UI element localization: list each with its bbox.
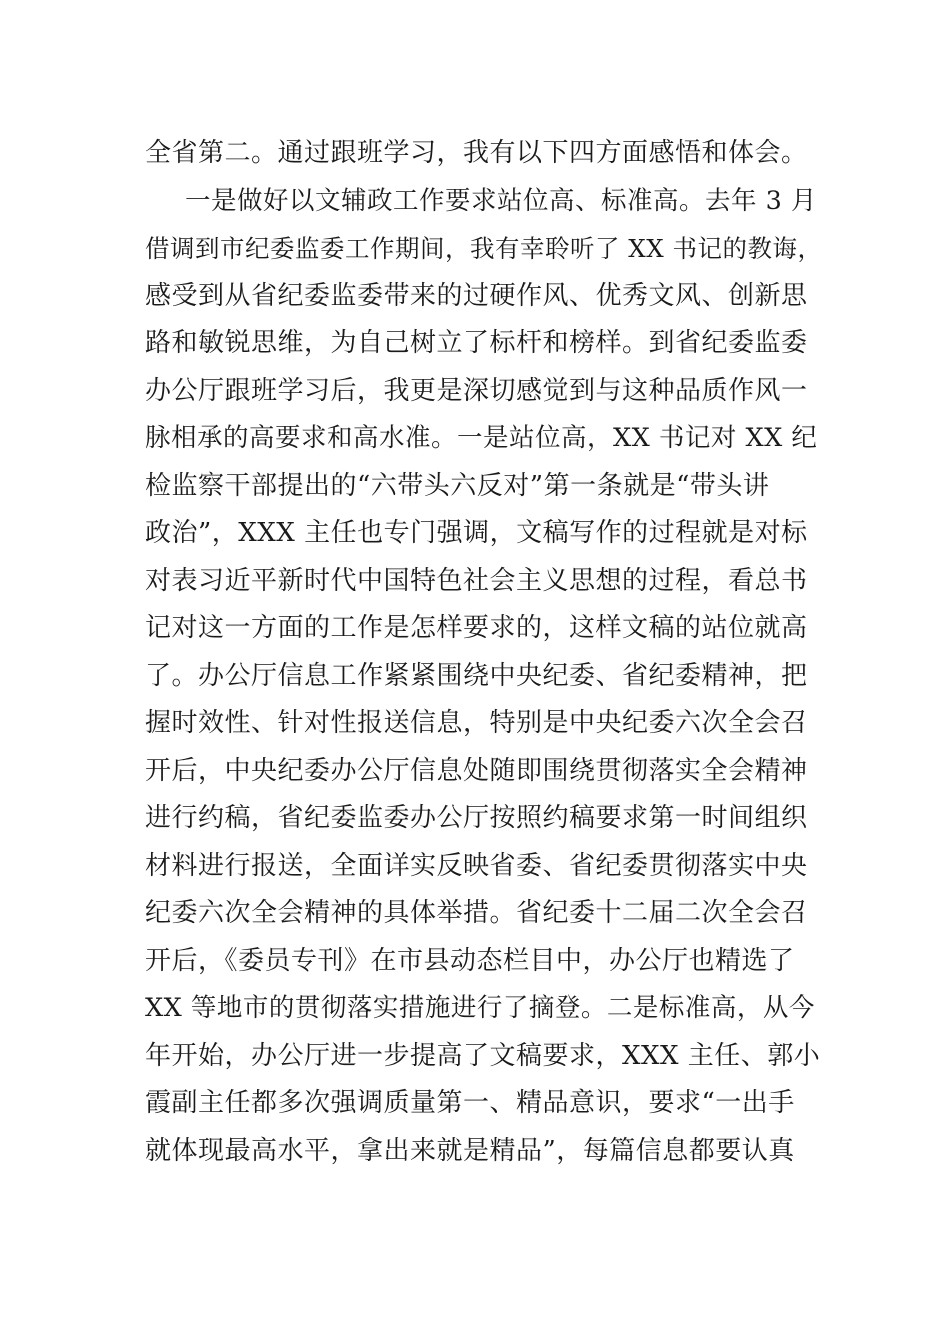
- text-line: 就体现最高水平，拿出来就是精品”，每篇信息都要认真: [145, 1135, 795, 1166]
- text-line: 全省第二。通过跟班学习，我有以下四方面感悟和体会。: [145, 138, 808, 168]
- text-line: 纪委六次全会精神的具体举措。省纪委十二届二次全会召: [145, 898, 808, 928]
- text-line: 对表习近平新时代中国特色社会主义思想的过程，看总书: [145, 565, 808, 596]
- text-line: 霞副主任都多次强调质量第一、精品意识，要求“一出手: [145, 1088, 795, 1118]
- text-line: 记对这一方面的工作是怎样要求的，这样文稿的站位就高: [145, 613, 808, 643]
- text-line: XX 等地市的贯彻落实措施进行了摘登。二是标准高，从今: [145, 993, 815, 1023]
- text-line: 开后，《委员专刊》在市县动态栏目中，办公厅也精选了: [145, 945, 795, 976]
- text-line: 办公厅跟班学习后，我更是深切感觉到与这种品质作风一: [145, 375, 808, 406]
- text-line: 年开始，办公厅进一步提高了文稿要求，XXX 主任、郭小: [145, 1040, 821, 1071]
- text-line: 材料进行报送，全面详实反映省委、省纪委贯彻落实中央: [145, 850, 808, 881]
- text-line: 政治”，XXX 主任也专门强调，文稿写作的过程就是对标: [145, 518, 808, 548]
- text-line: 握时效性、针对性报送信息，特别是中央纪委六次全会召: [145, 708, 808, 738]
- body-text: [145, 130, 825, 1175]
- text-line: 开后，中央纪委办公厅信息处随即围绕贯彻落实全会精神: [145, 755, 808, 786]
- text-line: 一是做好以文辅政工作要求站位高、标准高。去年 3 月: [185, 185, 817, 216]
- text-line: 了。办公厅信息工作紧紧围绕中央纪委、省纪委精神，把: [145, 660, 808, 691]
- text-line: 检监察干部提出的“六带头六反对”第一条就是“带头讲: [145, 470, 770, 501]
- text-line: 路和敏锐思维，为自己树立了标杆和榜样。到省纪委监委: [145, 328, 808, 358]
- text-line: 借调到市纪委监委工作期间，我有幸聆听了 XX 书记的教诲，: [145, 234, 823, 263]
- text-line: 脉相承的高要求和高水准。一是站位高，XX 书记对 XX 纪: [145, 423, 818, 453]
- text-line: 进行约稿，省纪委监委办公厅按照约稿要求第一时间组织: [145, 803, 808, 833]
- text-line: 感受到从省纪委监委带来的过硬作风、优秀文风、创新思: [145, 280, 808, 311]
